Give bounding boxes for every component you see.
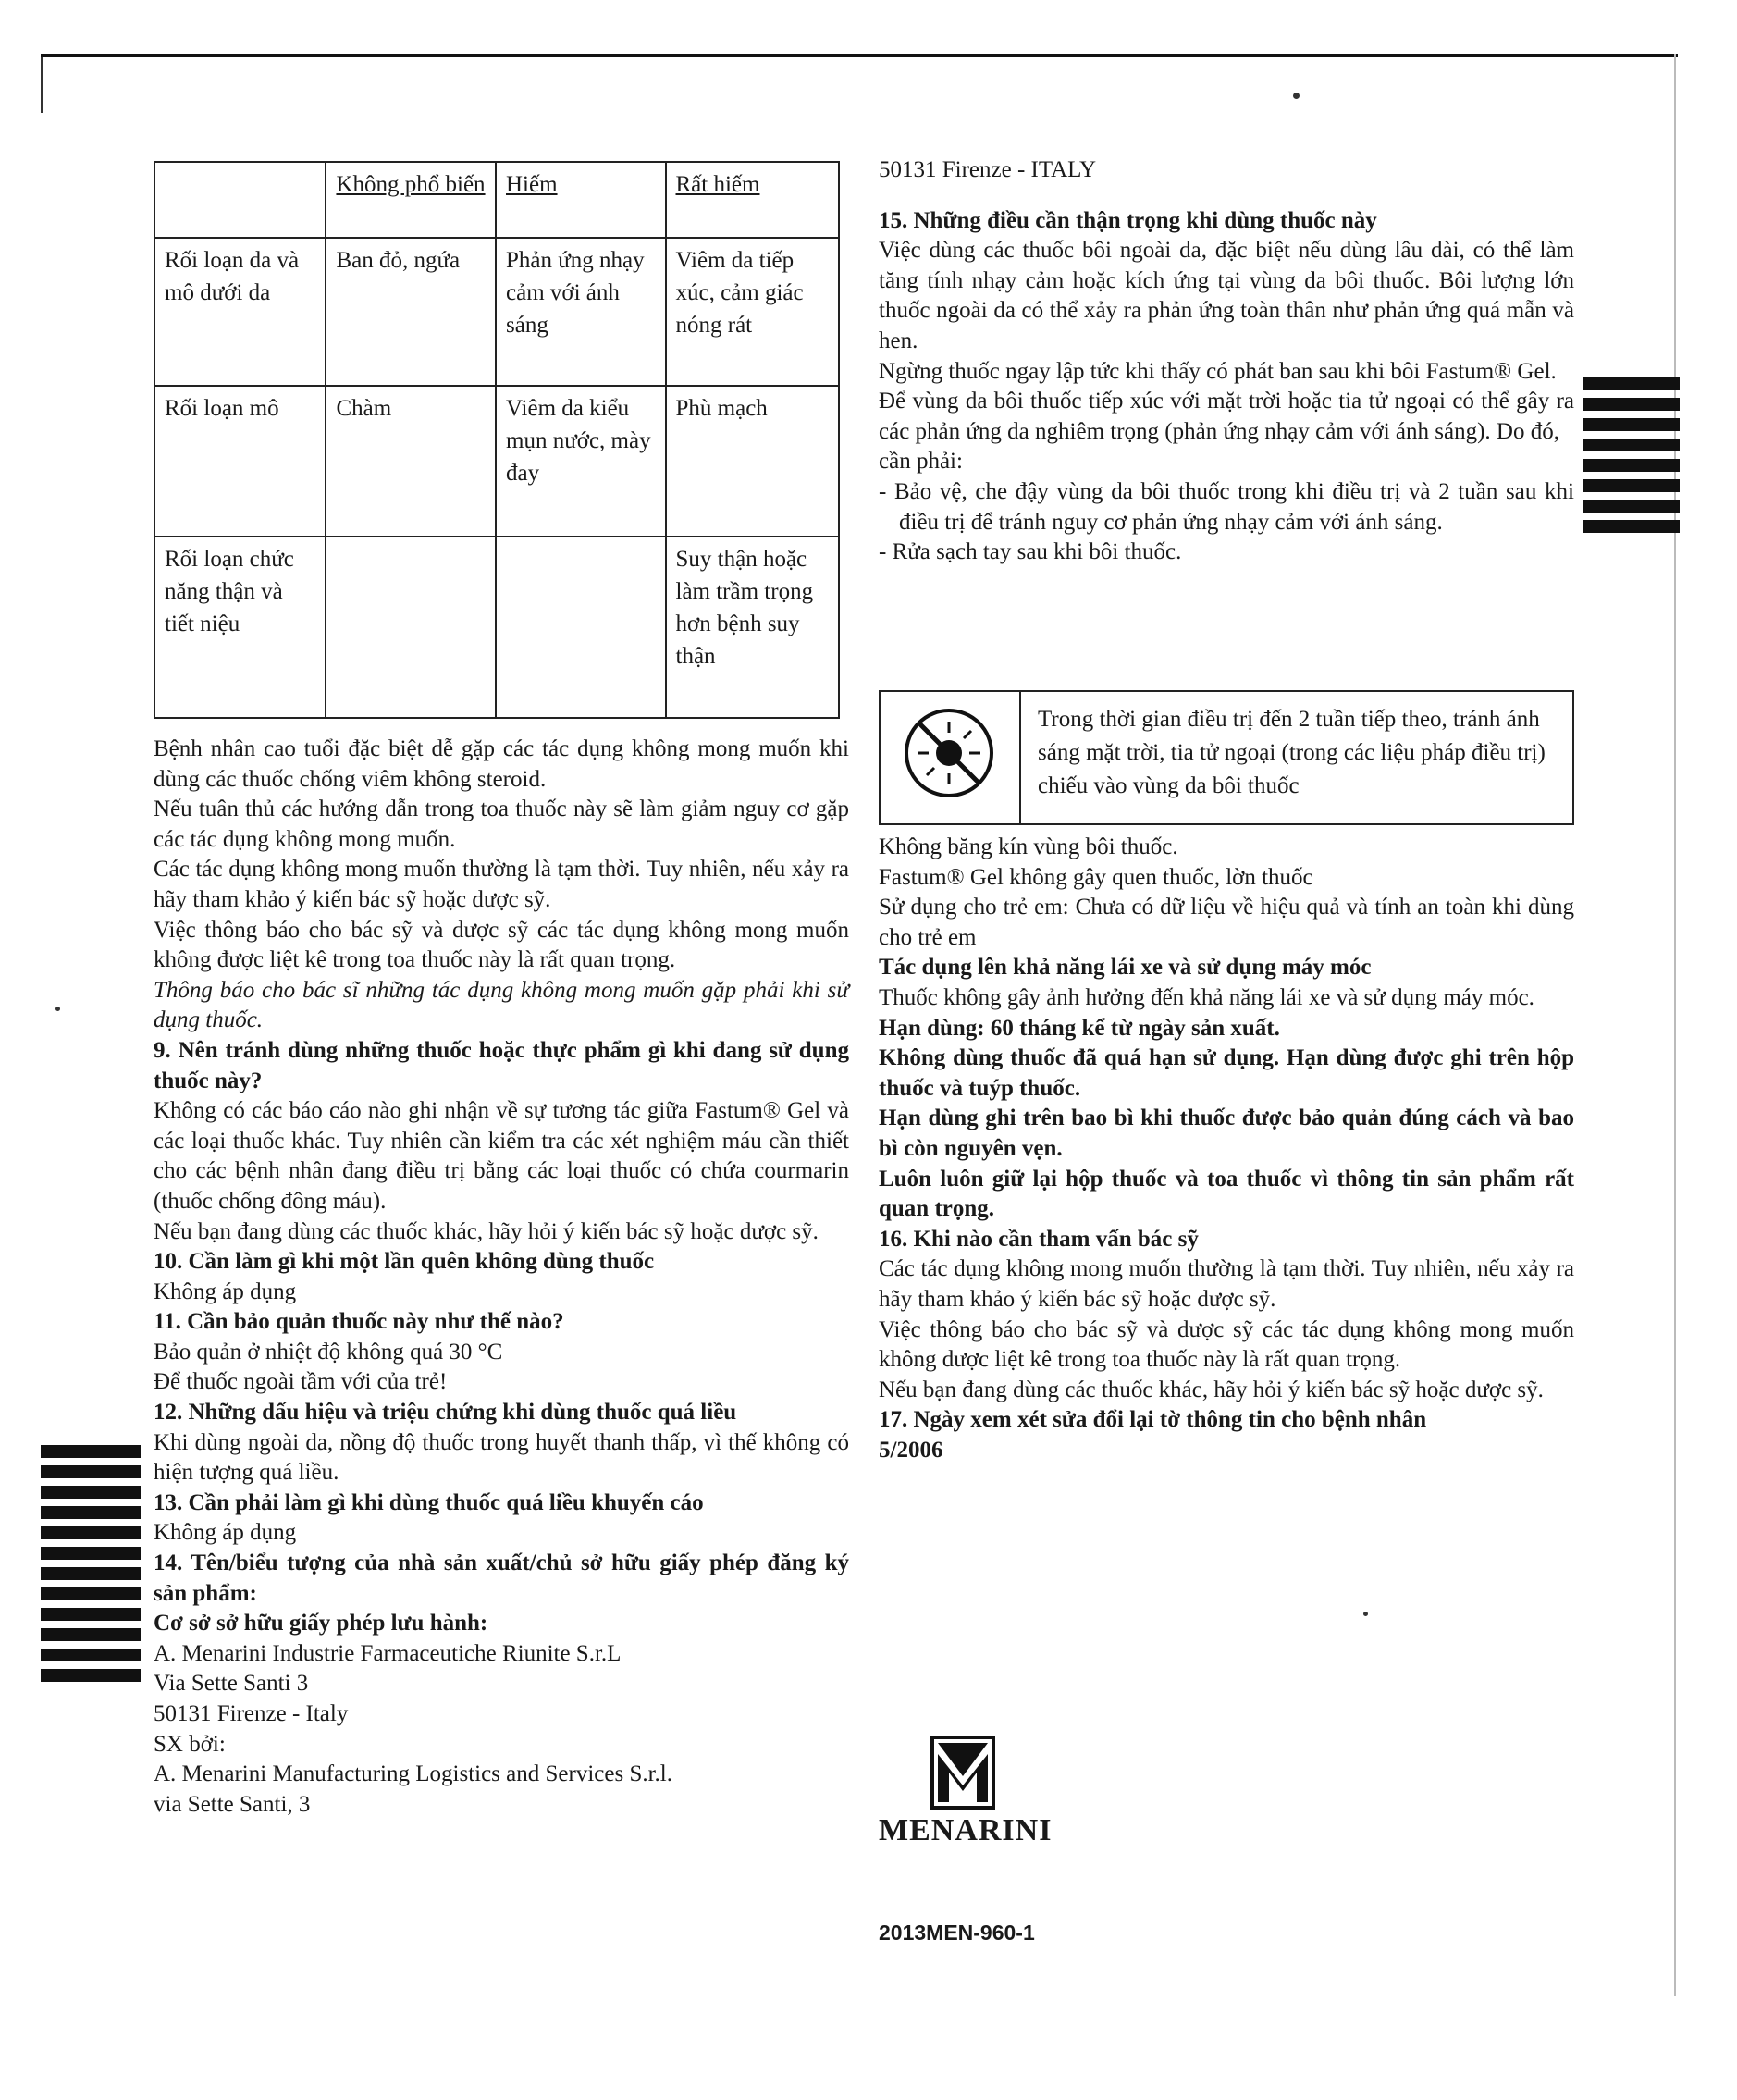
- paragraph: Các tác dụng không mong muốn thường là tạm thời. Tuy nhiên, nếu xảy ra hãy tham khảo ý kiến bác sỹ hoặc dược sỹ.: [154, 857, 849, 912]
- section-heading: 13. Cần phải làm gì khi dùng thuốc quá liều khuyến cáo: [154, 1489, 704, 1515]
- scan-speck: [55, 1007, 60, 1011]
- table-cell: Rối loạn da và mô dưới da: [154, 238, 326, 386]
- table-header-cell: Rất hiếm: [666, 162, 840, 238]
- paragraph: Không áp dụng: [154, 1520, 297, 1546]
- section-heading: Tác dụng lên khả năng lái xe và sử dụng máy móc: [879, 955, 1372, 981]
- table-cell: [496, 537, 666, 718]
- registration-bars: [41, 1445, 141, 1689]
- table-row: [154, 386, 839, 536]
- paragraph: Cơ sở sở hữu giấy phép lưu hành:: [154, 1611, 488, 1637]
- address-line: Via Sette Santi 3: [154, 1671, 309, 1697]
- table-cell: Rối loạn chức năng thận và tiết niệu: [154, 537, 326, 718]
- section-heading: 12. Những dấu hiệu và triệu chứng khi dùng thuốc quá liều: [154, 1400, 737, 1426]
- section-heading: 11. Cần bảo quản thuốc này như thế nào?: [154, 1309, 564, 1335]
- list-item: - Bảo vệ, che đậy vùng da bôi thuốc trong khi điều trị và 2 tuần sau khi điều trị để tránh nguy cơ phản ứng nhạy cảm với ánh sáng.: [879, 478, 1574, 535]
- bold-paragraph: Không dùng thuốc đã quá hạn sử dụng. Hạn dùng được ghi trên hộp thuốc và tuýp thuốc.: [879, 1045, 1574, 1101]
- address-line: A. Menarini Manufacturing Logistics and Services S.r.l.: [154, 1761, 672, 1787]
- list-item: - Rửa sạch tay sau khi bôi thuốc.: [879, 539, 1182, 565]
- address-line: A. Menarini Industrie Farmaceutiche Riunite S.r.L: [154, 1640, 622, 1666]
- registration-bars: [1583, 377, 1680, 540]
- table-header-cell: Hiếm: [496, 162, 666, 238]
- sun-warning-box: [879, 690, 1574, 825]
- right-column-lower: [879, 833, 1574, 1465]
- address-line: SX bởi:: [154, 1731, 226, 1757]
- paragraph: Việc thông báo cho bác sỹ và dược sỹ các tác dụng không mong muốn không được liệt kê trong toa thuốc này là rất quan trọng.: [879, 1316, 1574, 1373]
- section-heading: 15. Những điều cần thận trọng khi dùng thuốc này: [879, 207, 1377, 233]
- top-rule: [41, 54, 1678, 57]
- section-heading: 9. Nên tránh dùng những thuốc hoặc thực phẩm gì khi đang sử dụng thuốc này?: [154, 1037, 849, 1093]
- paragraph: Việc thông báo cho bác sỹ và dược sỹ các tác dụng không mong muốn không được liệt kê trong toa thuốc này là rất quan trọng.: [154, 917, 849, 973]
- right-column: [879, 155, 1574, 568]
- no-sunlight-icon: [901, 705, 997, 801]
- bold-paragraph: Hạn dùng: 60 tháng kể từ ngày sản xuất.: [879, 1015, 1280, 1041]
- paragraph: Ngừng thuốc ngay lập tức khi thấy có phát ban sau khi bôi Fastum® Gel.: [879, 358, 1557, 384]
- table-cell: Viêm da kiểu mụn nước, mày đay: [496, 386, 666, 536]
- paragraph: Bệnh nhân cao tuổi đặc biệt dễ gặp các tác dụng không mong muốn khi dùng các thuốc chống viêm không steroid.: [154, 736, 849, 792]
- table-cell: Phản ứng nhạy cảm với ánh sáng: [496, 238, 666, 386]
- paragraph: Bảo quản ở nhiệt độ không quá 30 °C: [154, 1339, 503, 1365]
- section-heading: 14. Tên/biểu tượng của nhà sản xuất/chủ sở hữu giấy phép đăng ký sản phẩm:: [154, 1550, 849, 1606]
- edge-mark: [41, 57, 43, 113]
- warning-text: Trong thời gian điều trị đến 2 tuần tiếp theo, tránh ánh sáng mặt trời, tia tử ngoại (trong các liệu pháp điều trị) chiếu vào vùng da bôi thuốc: [1038, 707, 1546, 798]
- table-row: [154, 238, 839, 386]
- paragraph: Sử dụng cho trẻ em: Chưa có dữ liệu về hiệu quả và tính an toàn khi dùng cho trẻ em: [879, 895, 1574, 950]
- section-heading: 16. Khi nào cần tham vấn bác sỹ: [879, 1226, 1199, 1252]
- table-cell: Ban đỏ, ngứa: [326, 238, 496, 386]
- table-header-cell: [154, 162, 326, 238]
- scan-speck: [1293, 93, 1300, 99]
- table-cell: Viêm da tiếp xúc, cảm giác nóng rát: [666, 238, 840, 386]
- paragraph: Các tác dụng không mong muốn thường là tạm thời. Tuy nhiên, nếu xảy ra hãy tham khảo ý kiến bác sỹ hoặc dược sỹ.: [879, 1256, 1574, 1312]
- table-cell: [326, 537, 496, 718]
- address-line: 50131 Firenze - ITALY: [879, 157, 1097, 182]
- table-cell: Phù mạch: [666, 386, 840, 536]
- table-row: [154, 537, 839, 718]
- side-effects-table: [154, 161, 840, 719]
- paragraph: 5/2006: [879, 1437, 943, 1463]
- document-code: 2013MEN-960-1: [879, 1921, 1035, 1945]
- paragraph: Không có các báo cáo nào ghi nhận về sự tương tác giữa Fastum® Gel và các loại thuốc khác. Tuy nhiên cần kiểm tra các xét nghiệm máu cần thiết cho các bệnh nhân đang điều trị bằng các loại thuốc có chứa courmarin (thuốc chống đông máu).: [154, 1098, 849, 1214]
- table-cell: Rối loạn mô: [154, 386, 326, 536]
- paragraph: cần phải:: [879, 449, 963, 475]
- paragraph: Nếu bạn đang dùng các thuốc khác, hãy hỏi ý kiến bác sỹ hoặc dược sỹ.: [879, 1377, 1544, 1402]
- logo-wordmark: MENARINI: [879, 1813, 1053, 1847]
- section-heading: 17. Ngày xem xét sửa đổi lại tờ thông tin cho bệnh nhân: [879, 1407, 1427, 1433]
- address-line: 50131 Firenze - Italy: [154, 1701, 349, 1726]
- paragraph: Thông báo cho bác sĩ những tác dụng không mong muốn gặp phải khi sử dụng thuốc.: [154, 977, 849, 1033]
- warning-icon-cell: [881, 692, 1021, 823]
- bold-paragraph: Hạn dùng ghi trên bao bì khi thuốc được bảo quản đúng cách và bao bì còn nguyên vẹn.: [879, 1106, 1574, 1161]
- left-column: [154, 735, 849, 1820]
- paragraph: Để thuốc ngoài tầm với của trẻ!: [154, 1369, 448, 1395]
- paragraph: Fastum® Gel không gây quen thuốc, lờn thuốc: [879, 864, 1313, 890]
- scan-speck: [1363, 1612, 1368, 1616]
- table-cell: Chàm: [326, 386, 496, 536]
- table-header-row: [154, 162, 839, 238]
- paragraph: Việc dùng các thuốc bôi ngoài da, đặc biệt nếu dùng lâu dài, có thể làm tăng tính nhạy cảm hoặc kích ứng tại vùng da bôi thuốc. Bôi lượng lớn thuốc ngoài da có thể xảy ra phản ứng toàn thân như phản ứng quá mẫn và hen.: [879, 238, 1574, 353]
- paragraph: Thuốc không gây ảnh hưởng đến khả năng lái xe và sử dụng máy móc.: [879, 984, 1534, 1010]
- edge-mark: [1674, 54, 1676, 1996]
- section-heading: 10. Cần làm gì khi một lần quên không dùng thuốc: [154, 1249, 655, 1275]
- paragraph: Nếu bạn đang dùng các thuốc khác, hãy hỏi ý kiến bác sỹ hoặc dược sỹ.: [154, 1218, 819, 1244]
- menarini-logo-mark: [930, 1736, 995, 1810]
- address-line: via Sette Santi, 3: [154, 1791, 311, 1817]
- paragraph: Khi dùng ngoài da, nồng độ thuốc trong huyết thanh thấp, vì thế không có hiện tượng quá liều.: [154, 1429, 849, 1486]
- table-header-cell: Không phổ biến: [326, 162, 496, 238]
- paragraph: Nếu tuân thủ các hướng dẫn trong toa thuốc này sẽ làm giảm nguy cơ gặp các tác dụng không mong muốn.: [154, 797, 849, 852]
- table-cell: Suy thận hoặc làm trầm trọng hơn bệnh suy thận: [666, 537, 840, 718]
- paragraph: Không áp dụng: [154, 1279, 297, 1304]
- paragraph: Để vùng da bôi thuốc tiếp xúc với mặt trời hoặc tia tử ngoại có thể gây ra các phản ứng da nghiêm trọng (phản ứng nhạy cảm với ánh sáng). Do đó,: [879, 389, 1574, 444]
- paragraph: Không băng kín vùng bôi thuốc.: [879, 834, 1178, 859]
- bold-paragraph: Luôn luôn giữ lại hộp thuốc và toa thuốc vì thông tin sản phẩm rất quan trọng.: [879, 1166, 1574, 1222]
